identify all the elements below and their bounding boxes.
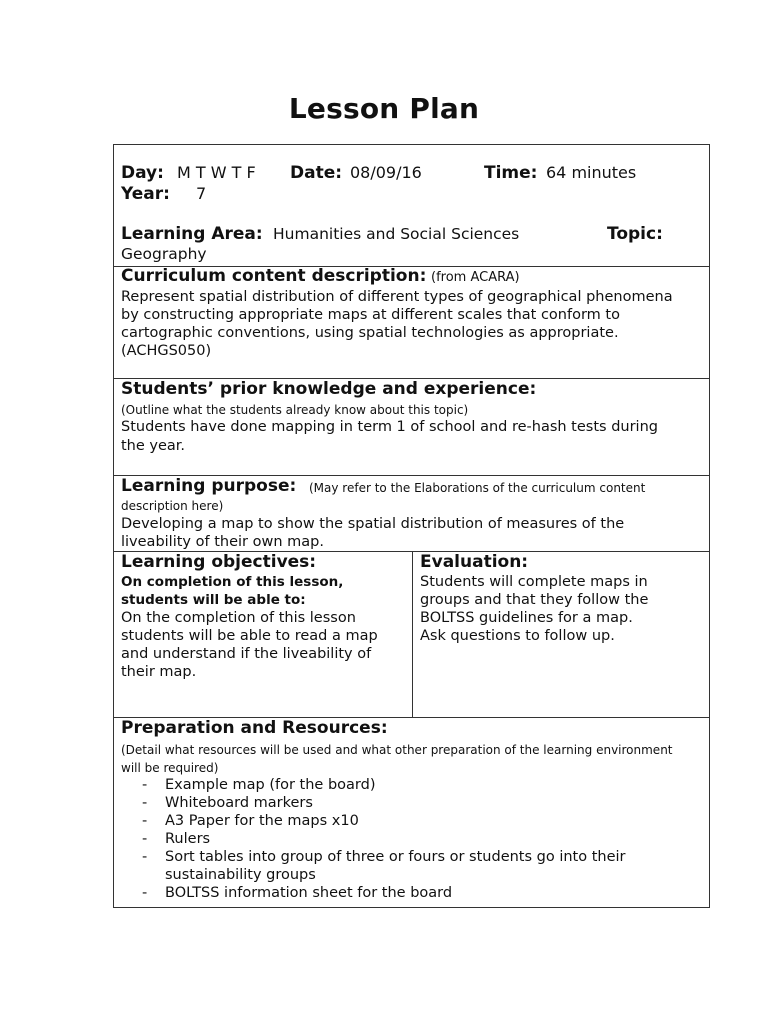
column-divider bbox=[412, 551, 413, 717]
prior-heading: Students’ prior knowledge and experience: bbox=[121, 379, 537, 399]
day-label: Day: bbox=[121, 163, 164, 183]
resource-item: BOLTSS information sheet for the board bbox=[165, 885, 453, 901]
purpose-line: Developing a map to show the spatial distribution of measures of the bbox=[121, 516, 625, 532]
purpose-heading: Learning purpose: bbox=[121, 476, 297, 496]
purpose-note: description here) bbox=[121, 499, 224, 513]
objectives-line: students will be able to read a map bbox=[121, 628, 378, 644]
bullet-marker: - bbox=[142, 849, 148, 865]
lesson-plan-form bbox=[113, 144, 710, 908]
topic-label: Topic: bbox=[607, 224, 663, 244]
evaluation-line: Students will complete maps in bbox=[420, 574, 648, 590]
objectives-line: and understand if the liveability of bbox=[121, 646, 372, 662]
resource-item: Whiteboard markers bbox=[165, 795, 313, 811]
resources-note: (Detail what resources will be used and what other preparation of the learning environment bbox=[121, 743, 673, 757]
resource-item: Rulers bbox=[165, 831, 211, 847]
evaluation-heading: Evaluation: bbox=[420, 552, 529, 572]
curriculum-line: (ACHGS050) bbox=[121, 343, 212, 359]
bullet-marker: - bbox=[142, 885, 148, 901]
objectives-line: On the completion of this lesson bbox=[121, 610, 356, 626]
resource-item: A3 Paper for the maps x10 bbox=[165, 813, 359, 829]
resource-item: sustainability groups bbox=[165, 867, 316, 883]
evaluation-line: groups and that they follow the bbox=[420, 592, 649, 608]
resources-note: will be required) bbox=[121, 761, 219, 775]
page-title: Lesson Plan bbox=[288, 92, 480, 125]
resource-item: Sort tables into group of three or fours or students go into their bbox=[165, 849, 626, 865]
evaluation-line: BOLTSS guidelines for a map. bbox=[420, 610, 633, 626]
curriculum-line: by constructing appropriate maps at different scales that conform to bbox=[121, 307, 620, 323]
bullet-marker: - bbox=[142, 831, 148, 847]
year-value: 7 bbox=[196, 184, 207, 203]
objectives-heading: Learning objectives: bbox=[121, 552, 317, 572]
year-label: Year: bbox=[121, 184, 170, 204]
curriculum-note: (from ACARA) bbox=[431, 270, 520, 285]
resource-item: Example map (for the board) bbox=[165, 777, 376, 793]
objectives-line: their map. bbox=[121, 664, 197, 680]
day-value: M T W T F bbox=[177, 163, 256, 182]
bullet-marker: - bbox=[142, 813, 148, 829]
resources-heading: Preparation and Resources: bbox=[121, 718, 388, 738]
prior-note: (Outline what the students already know about this topic) bbox=[121, 403, 469, 417]
purpose-note: (May refer to the Elaborations of the curriculum content bbox=[309, 481, 646, 495]
purpose-line: liveability of their own map. bbox=[121, 534, 324, 550]
time-label: Time: bbox=[484, 163, 538, 183]
learning-area-label: Learning Area: bbox=[121, 224, 263, 244]
bullet-marker: - bbox=[142, 777, 148, 793]
date-label: Date: bbox=[290, 163, 343, 183]
time-value: 64 minutes bbox=[546, 163, 637, 182]
topic-value: Geography bbox=[121, 245, 207, 263]
date-value: 08/09/16 bbox=[350, 163, 422, 182]
objectives-bold-line: students will be able to: bbox=[121, 592, 306, 608]
objectives-bold-line: On completion of this lesson, bbox=[121, 574, 344, 590]
bullet-marker: - bbox=[142, 795, 148, 811]
prior-line: the year. bbox=[121, 438, 186, 454]
prior-line: Students have done mapping in term 1 of school and re-hash tests during bbox=[121, 419, 658, 435]
curriculum-line: cartographic conventions, using spatial technologies as appropriate. bbox=[121, 325, 619, 341]
curriculum-heading: Curriculum content description: bbox=[121, 266, 427, 286]
evaluation-line: Ask questions to follow up. bbox=[420, 628, 615, 644]
curriculum-line: Represent spatial distribution of different types of geographical phenomena bbox=[121, 289, 673, 305]
learning-area-value: Humanities and Social Sciences bbox=[273, 225, 520, 243]
